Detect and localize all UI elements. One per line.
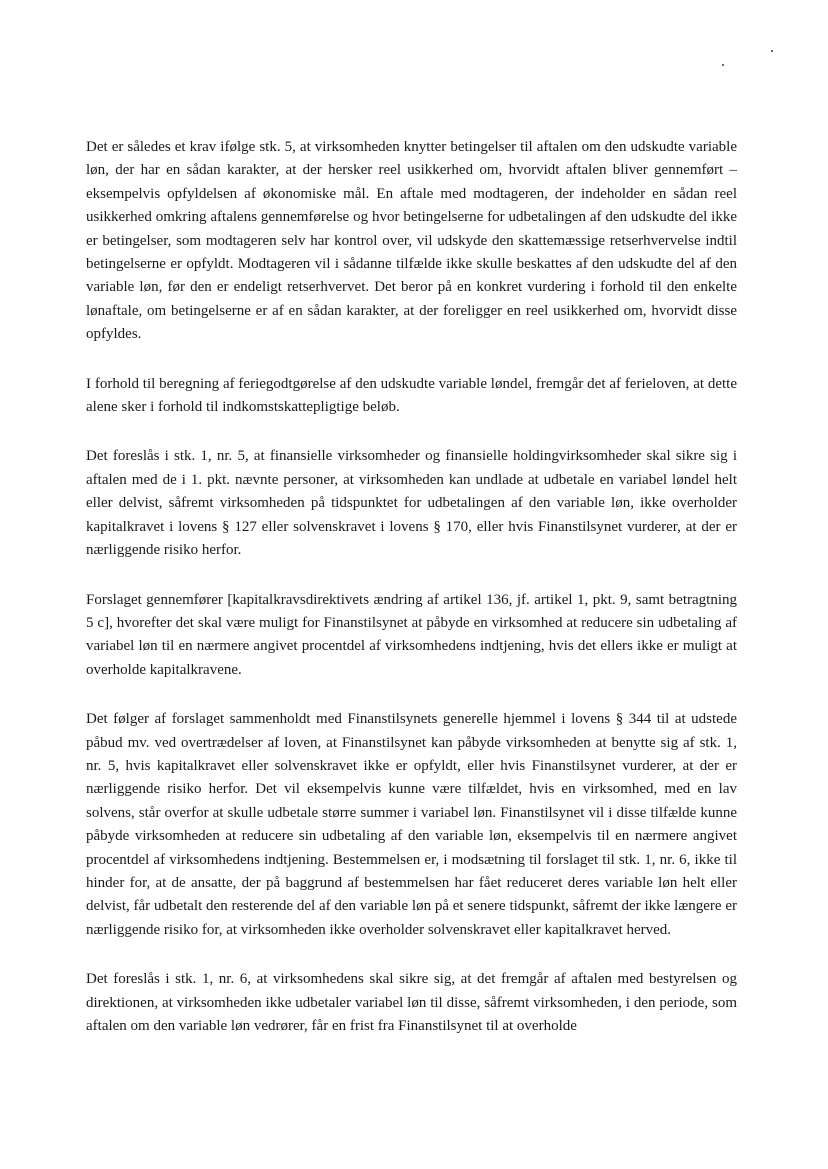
paragraph: Det følger af forslaget sammenholdt med Finanstilsynets generelle hjemmel i lovens § 344 til at udstede påbud mv. ved overtrædelser af loven, at Finanstilsynet kan påbyde virksomheden at benytte sig af stk. 1, nr. 5, hvis kapitalkravet eller solvenskravet ikke er opfyldt, eller hvis Finanstilsynet vurderer, at der er nærliggende risiko herfor. Det vil eksempelvis kunne være tilfældet, hvis en virksomhed, med en lav solvens, står overfor at skulle udbetale større summer i variabel løn. Finanstilsynet vil i disse tilfælde kunne påbyde virksomheden at reducere sin udbetaling af den variable løn, eksempelvis til en nærmere angivet procentdel af virksomhedens indtjening. Bestemmelsen er, i modsætning til forslaget til stk. 1, nr. 6, ikke til hinder for, at de ansatte, der på baggrund af bestemmelsen har fået reduceret deres variable løn helt eller delvist, får udbetalt den resterende del af den variable løn på et senere tidspunkt, såfremt der ikke længere er nærliggende risiko for, at virksomheden ikke overholder solvenskravet eller kapitalkravet herved. [86,711,737,938]
paragraph: Det foreslås i stk. 1, nr. 5, at finansielle virksomheder og finansielle holdingvirksomheder skal sikre sig i aftalen med de i 1. pkt. nævnte personer, at virksomheden kan undlade at udbetale en variabel løndel helt eller delvist, såfremt virksomheden på tidspunktet for udbetalingen af den variable løn, ikke overholder kapitalkravet i lovens § 127 eller solvenskravet i lovens § 170, eller hvis Finanstilsynet vurderer, at der er nærliggende risiko herfor. [86,448,737,559]
paragraph: I forhold til beregning af feriegodtgørelse af den udskudte variable løndel, fremgår det af ferieloven, at dette alene sker i forhold til indkomstskattepligtige beløb. [86,375,737,416]
scan-speck [722,64,724,66]
paragraph: Det foreslås i stk. 1, nr. 6, at virksomhedens skal sikre sig, at det fremgår af aftalen med bestyrelsen og direktionen, at virksomheden ikke udbetaler variabel løn til disse, såfremt virksomheden, i den periode, som aftalen om den variable løn vedrører, får en frist fra Finanstilsynet til at overholde [86,971,737,1034]
scan-speck [771,50,773,52]
paragraph: Det er således et krav ifølge stk. 5, at virksomheden knytter betingelser til aftalen om den udskudte variable løn, der har en sådan karakter, at der hersker reel usikkerhed om, hvorvidt aftalen bliver gennemført – eksempelvis opfyldelsen af økonomiske mål. En aftale med modtageren, der indeholder en sådan reel usikkerhed omkring aftalens gennemførelse og hvor betingelserne for udbetalingen af den udskudte del ikke er betingelser, som modtageren selv har kontrol over, vil udskyde den skattemæssige retserhvervelse indtil betingelserne er opfyldt. Modtageren vil i sådanne tilfælde ikke skulle beskattes af den udskudte del af den variable løn, før den er endeligt retserhvervet. Det beror på en konkret vurdering i forhold til den enkelte lønaftale, om betingelserne er af en sådan karakter, at der foreligger en reel usikkerhed om, hvorvidt disse opfyldes. [86,139,737,343]
paragraph: Forslaget gennemfører [kapitalkravsdirektivets ændring af artikel 136, jf. artikel 1, pkt. 9, samt betragtning 5 c], hvorefter det skal være muligt for Finanstilsynet at påbyde en virksomhed at reducere sin udbetaling af variabel løn til en nærmere angivet procentdel af virksomhedens indtjening, hvis det ellers ikke er muligt at overholde kapitalkravene. [86,591,737,678]
document-body [86,136,737,1038]
